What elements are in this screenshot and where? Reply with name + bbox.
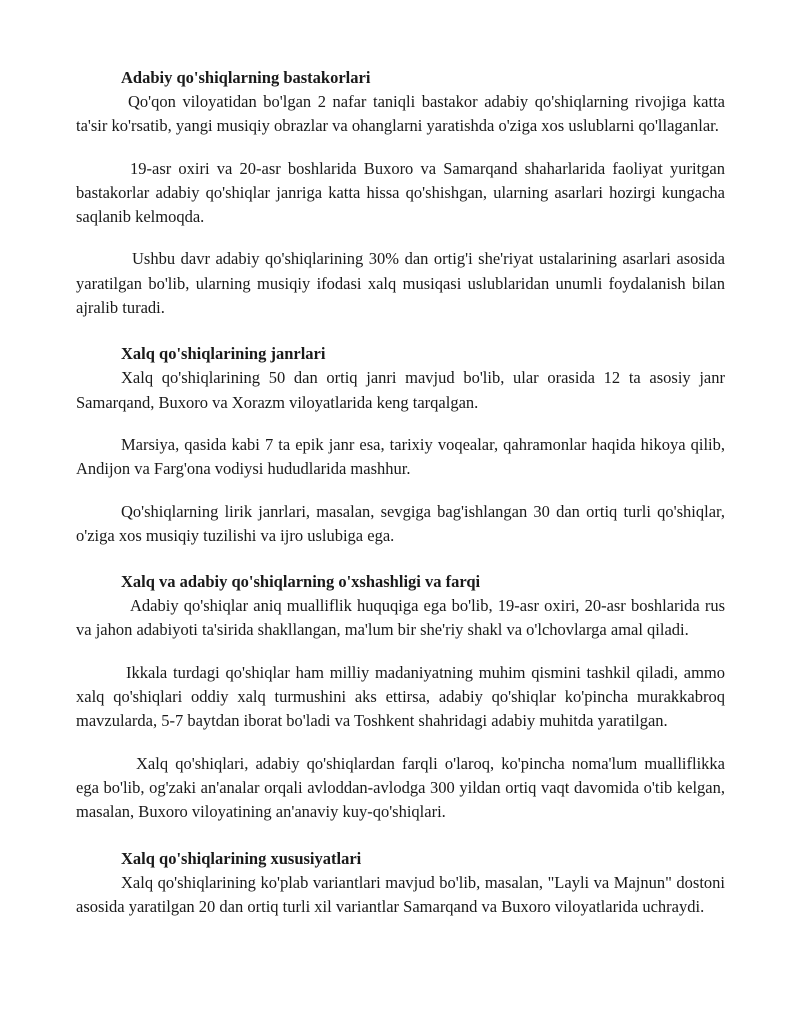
section-heading: Adabiy qo'shiqlarning bastakorlari [121,68,371,87]
paragraph: Xalq qo'shiqlari, adabiy qo'shiqlardan farqli o'laroq, ko'pincha noma'lum mualliflikka ega bo'lib, og'zaki an'analar orqali avloddan-avlodga 300 yildan ortiq vaqt davomida o'tib kelgan, masalan, Buxoro viloyatining an'anaviy kuy-qo'shiqlari. [76,753,725,822]
paragraph: Ikkala turdagi qo'shiqlar ham milliy madaniyatning muhim qismini tashkil qiladi, ammo xalq qo'shiqlari oddiy xalq turmushini aks ettirsa, adabiy qo'shiqlar ko'pincha murakkabroq mavzularda, 5-7 baytdan iborat bo'ladi va Toshkent shahridagi adabiy muhitda yaratilgan. [76,662,725,731]
paragraph: Qo'shiqlarning lirik janrlari, masalan, sevgiga bag'ishlangan 30 dan ortiq turli qo'shiqlar, o'ziga xos musiqiy tuzilishi va ijro uslubiga ega. [76,501,725,545]
paragraph: Marsiya, qasida kabi 7 ta epik janr esa, tarixiy voqealar, qahramonlar haqida hikoya qilib, Andijon va Farg'ona vodiysi hududlarida mashhur. [76,434,725,479]
section-heading: Xalq qo'shiqlarining janrlari [121,344,326,364]
paragraph: Qo'qon viloyatidan bo'lgan 2 nafar taniqli bastakor adabiy qo'shiqlarning rivojiga katta ta'sir ko'rsatib, yangi musiqiy obrazlar va ohanglarni yaratishda o'ziga xos uslublarni qo'llaganlar. [76,92,725,136]
section-folk-features [76,847,725,920]
section-heading: Xalq qo'shiqlarining xususiyatlari [121,848,362,868]
section-heading: Xalq va adabiy qo'shiqlarning o'xshashligi va farqi [121,572,481,592]
section-similarities-differences [76,570,725,824]
section-composers [76,66,725,320]
section-folk-genres [76,342,725,548]
paragraph: Xalq qo'shiqlarining ko'plab variantlari mavjud bo'lib, masalan, "Layli va Majnun" dostoni asosida yaratilgan 20 dan ortiq turli xil variantlar Samarqand va Buxoro viloyatlarida uchraydi. [76,872,725,916]
paragraph: Xalq qo'shiqlarining 50 dan ortiq janri mavjud bo'lib, ular orasida 12 ta asosiy janr Samarqand, Buxoro va Xorazm viloyatlarida keng tarqalgan. [76,368,725,412]
paragraph: Adabiy qo'shiqlar aniq mualliflik huquqiga ega bo'lib, 19-asr oxiri, 20-asr boshlarida rus va jahon adabiyoti ta'sirida shakllangan, ma'lum bir she'riy shakl va o'lchovlarga amal qiladi. [76,596,725,640]
paragraph: 19-asr oxiri va 20-asr boshlarida Buxoro va Samarqand shaharlarida faoliyat yuritgan bastakorlar adabiy qo'shiqlar janriga katta hissa qo'shishgan, ularning asarlari hozirgi kungacha saqlanib kelmoqda. [76,158,725,227]
paragraph: Ushbu davr adabiy qo'shiqlarining 30% dan ortig'i she'riyat ustalarining asarlari asosida yaratilgan bo'lib, ularning musiqiy ifodasi xalq musiqasi uslublaridan unumli foydalanish bilan ajralib turadi. [76,249,725,318]
